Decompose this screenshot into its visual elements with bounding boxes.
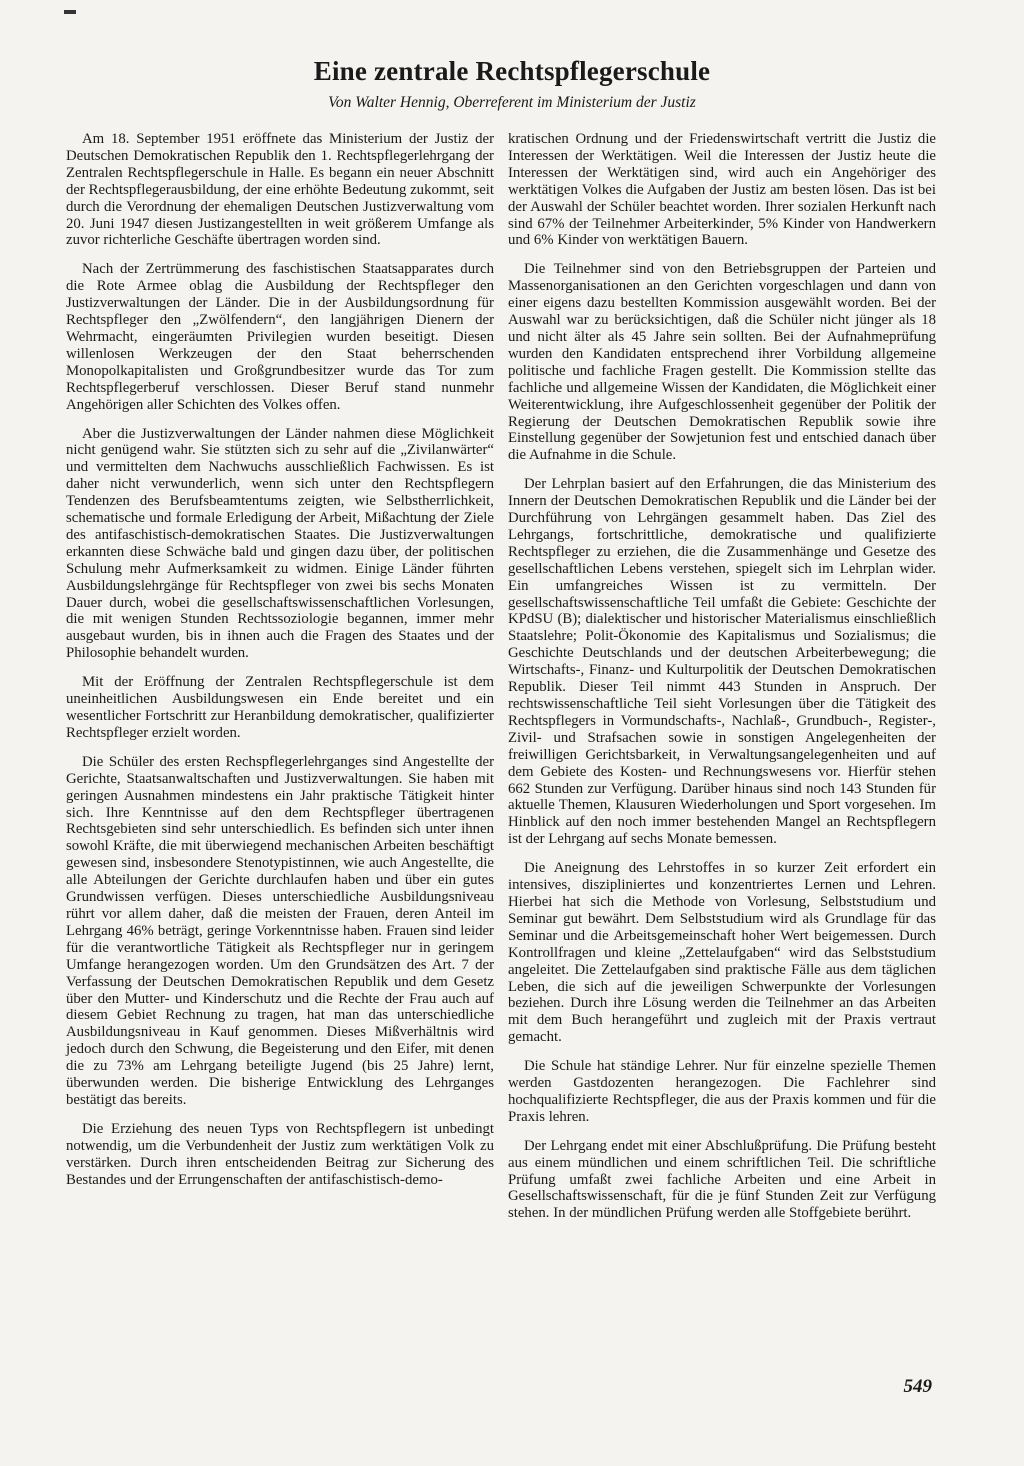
paragraph: Die Teilnehmer sind von den Betriebsgruppen der Parteien und Massenorganisationen an den Gerichten vorgeschlagen und dann von einer eigens dazu bestellten Kommission ausgewählt worden. Bei der Auswahl war zu berücksichtigen, daß die Schüler nicht jünger als 18 und nicht älter als 45 Jahre sein sollten. Bei der Aufnahmeprüfung wurden den Kandidaten entsprechend ihrer Vorbildung allgemeine politische und fachliche Fragen gestellt. Die Kommission stellte das fachliche und allgemeine Wissen der Kandidaten, die Möglichkeit einer Weiterentwicklung, ihre Aufgeschlossenheit gegenüber der Politik der Regierung der Deutschen Demokratischen Republik sowie ihre Einstellung gegenüber der Sowjetunion fest und entschied danach über die Aufnahme in die Schule. <box>508 261 936 464</box>
page-number: 549 <box>903 1376 932 1397</box>
paragraph: Die Erziehung des neuen Typs von Rechtspflegern ist unbedingt notwendig, um die Verbundenheit der Justiz zum werktätigen Volk zu verstärken. Durch ihren entscheidenden Beitrag zur Sicherung des Bestandes und der Errungenschaften der antifaschistisch-demo- <box>66 1120 494 1188</box>
paragraph: Mit der Eröffnung der Zentralen Rechtspflegerschule ist dem uneinheitlichen Ausbildungswesen ein Ende bereitet und ein wesentlicher Fortschritt zur Heranbildung demokratischer, qualifizierter Rechtspfleger erzielt worden. <box>66 674 494 741</box>
paragraph: Der Lehrplan basiert auf den Erfahrungen, die das Ministerium des Innern der Deutschen Demokratischen Republik und die Länder bei der Durchführung von Lehrgängen gesammelt haben. Das Ziel des Lehrgangs, fortschrittliche, demokratische und qualifizierte Rechtspfleger zu erziehen, die die Zusammenhänge und Gesetze des gesellschaftlichen Lebens verstehen, spiegelt sich im Lehrplan wider. Ein umfangreiches Wissen ist zu vermitteln. Der gesellschaftswissenschaftliche Teil umfaßt die Gebiete: Geschichte der KPdSU (B); dialektischer und historischer Materialismus einschließlich Staatslehre; Polit-Ökonomie des Kapitalismus und Sozialismus; die Geschichte Deutschlands und der deutschen Arbeiterbewegung; die Wirtschafts-, Finanz- und Kulturpolitik der Deutschen Demokratischen Republik. Dieser Teil nimmt 443 Stunden in Anspruch. Der rechtswissenschaftliche Teil sieht Vorlesungen über die Tätigkeit des Rechtspflegers in Vormundschafts-, Nachlaß-, Grundbuch-, Register-, Zivil- und Strafsachen sowie in sonstigen Angelegenheiten der freiwilligen Gerichtsbarkeit, in Verwaltungsangelegenheiten und auf dem Gebiete des Kosten- und Rechnungswesens vor. Hierfür stehen 662 Stunden zur Verfügung. Darüber hinaus sind noch 143 Stunden für aktuelle Themen, Klausuren Wiederholungen und Sport vorgesehen. Im Hinblick auf den noch immer bestehenden Mangel an Rechtspflegern ist der Lehrgang auf sechs Monate bemessen. <box>508 476 936 848</box>
paragraph: Die Aneignung des Lehrstoffes in so kurzer Zeit erfordert ein intensives, diszipliniertes und konzentriertes Lernen und Lehren. Hierbei hat sich die Methode von Vorlesung, Selbststudium und Seminar gut bewährt. Dem Selbststudium wird als Grundlage für das Seminar und die Arbeitsgemeinschaft hoher Wert beigemessen. Durch Kontrollfragen und kleine „Zettelaufgaben“ wird das Selbststudium angeleitet. Die Zettelaufgaben sind praktische Fälle aus dem täglichen Leben, die sich auf die jeweiligen Schwerpunkte der Vorlesungen beziehen. Durch ihre Lösung werden die Teilnehmer an das Arbeiten mit dem Buch herangeführt und zugleich mit der Praxis vertraut gemacht. <box>508 860 936 1046</box>
article-title: Eine zentrale Rechtspflegerschule <box>313 56 711 86</box>
left-column <box>66 131 494 1200</box>
paragraph: Die Schüler des ersten Rechspflegerlehrganges sind Angestellte der Gerichte, Staatsanwaltschaften und Justizverwaltungen. Sie haben mit geringen Ausnahmen mindestens ein Jahr praktische Tätigkeit hinter sich. Ihre Kenntnisse auf den dem Rechtspfleger übertragenen Rechtsgebieten sind sehr unterschiedlich. Es befinden sich unter ihnen sowohl Kräfte, die mit überwiegend mechanischen Arbeiten beschäftigt gewesen sind, insbesondere Stenotypistinnen, wie auch Angestellte, die alle Abteilungen der Gerichte durchlaufen haben und über ein gutes Grundwissen verfügen. Dieses unterschiedliche Ausbildungsniveau rührt vor allem daher, daß die meisten der Frauen, deren Anteil im Lehrgang 46% beträgt, geringe Vorkenntnisse haben. Frauen sind leider für die verantwortliche Tätigkeit als Rechtspfleger nur in geringem Umfange herangezogen worden. Um den Grundsätzen des Art. 7 der Verfassung der Deutschen Demokratischen Republik und dem Gesetz über den Mutter- und Kinderschutz und die Rechte der Frau auch auf diesem Gebiet Rechnung zu tragen, hat man das unterschiedliche Ausbildungsniveau in Kauf genommen. Dieses Mißverhältnis wird jedoch durch den Schwung, die Begeisterung und den Eifer, mit denen die zu 73% am Lehrgang beteiligte Jugend (bis 25 Jahre) lernt, überwunden werden. Die bisherige Entwicklung des Lehrganges bestätigt das bereits. <box>66 753 494 1108</box>
paragraph: Der Lehrgang endet mit einer Abschlußprüfung. Die Prüfung besteht aus einem mündlichen und einem schriftlichen Teil. Die schriftliche Prüfung umfaßt zwei fachliche Arbeiten und eine Arbeit in Gesellschaftswissenschaft, für die je fünf Stunden Zeit zur Verfügung stehen. In der mündlichen Prüfung werden alle Stoffgebiete berührt. <box>508 1137 936 1222</box>
paragraph: kratischen Ordnung und der Friedenswirtschaft vertritt die Justiz die Interessen der Werktätigen. Weil die Interessen der Justiz heute die Interessen der Werktätigen sind, wird auch ein Angehöriger des werktätigen Volkes die Aufgaben der Justiz am besten lösen. Das ist bei der Auswahl der Schüler beachtet worden. Ihrer sozialen Herkunft nach sind 67% der Teilnehmer Arbeiterkinder, 5% Kinder von Handwerkern und 6% Kinder von werktätigen Bauern. <box>508 131 936 249</box>
right-column <box>508 131 936 1234</box>
article-byline: Von Walter Hennig, Oberreferent im Ministerium der Justiz <box>328 94 696 111</box>
paragraph: Am 18. September 1951 eröffnete das Ministerium der Justiz der Deutschen Demokratischen Republik den 1. Rechtspflegerlehrgang der Zentralen Rechtspflegerschule in Halle. Es begann ein neuer Abschnitt der Rechtspflegerausbildung, der eine erhöhte Bedeutung zukommt, seit durch die Verordnung der ehemaligen Deutschen Justizverwaltung vom 20. Juni 1947 diesen Justizangestellten in weit größerem Umfange als zuvor richterliche Geschäfte übertragen worden sind. <box>66 131 494 249</box>
print-mark <box>64 10 76 14</box>
paragraph: Nach der Zertrümmerung des faschistischen Staatsapparates durch die Rote Armee oblag die Ausbildung der Rechtspfleger den Justizverwaltungen der Länder. Die in der Ausbildungsordnung für Rechtspfleger den „Zwölfendern“, den langjährigen Dienern der Wehrmacht, eingeräumten Privilegien wurden beseitigt. Diesen willenlosen Werkzeugen der den Staat beherrschenden Monopolkapitalisten und Großgrundbesitzer wurde das Tor zum Rechtspflegerberuf verschlossen. Dieser Beruf stand nunmehr Angehörigen aller Schichten des Volkes offen. <box>66 261 494 413</box>
paragraph: Aber die Justizverwaltungen der Länder nahmen diese Möglichkeit nicht genügend wahr. Sie stützten sich zu sehr auf die „Zivilanwärter“ und vermittelten dem Nachwuchs ausschließlich Fachwissen. Es ist daher nicht verwunderlich, wenn sich unter den Rechtspflegern Tendenzen des Berufsbeamtentums zeigten, wie Selbstherrlichkeit, schematische und formale Erledigung der Arbeit, Mißachtung der Ziele des antifaschistisch-demokratischen Staates. Die Justizverwaltungen erkannten diese Schwäche bald und gingen dazu über, der politischen Schulung mehr Aufmerksamkeit zu widmen. Einige Länder führten Ausbildungslehrgänge für Rechtspfleger von zwei bis sechs Monaten Dauer durch, wobei die gesellschaftswissenschaftlichen Vorlesungen, die mit wenigen Stunden Rechtssoziologie begannen, immer mehr ausgebaut wurden, bis in ihnen auch die Fragen des Staates und der Philosophie behandelt wurden. <box>66 425 494 662</box>
paragraph: Die Schule hat ständige Lehrer. Nur für einzelne spezielle Themen werden Gastdozenten herangezogen. Die Fachlehrer sind hochqualifizierte Rechtspfleger, die aus der Praxis kommen und für die Praxis lehren. <box>508 1058 936 1125</box>
